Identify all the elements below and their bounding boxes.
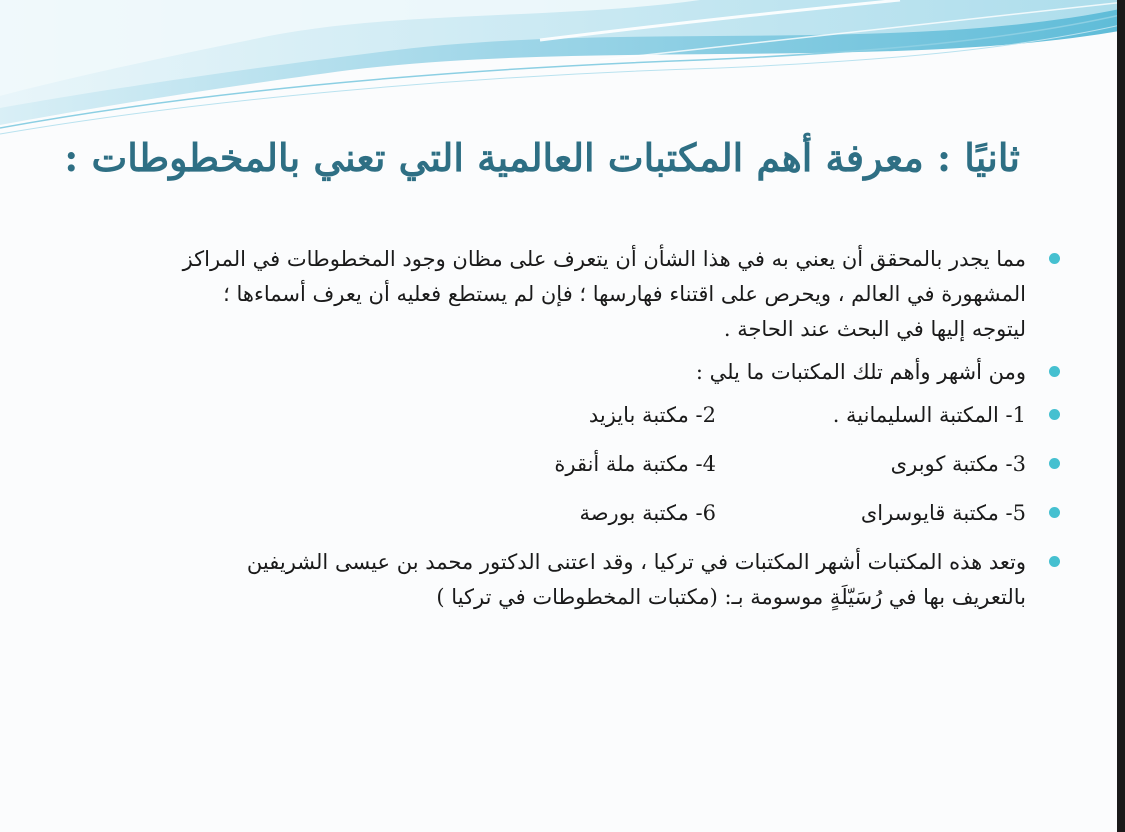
library-name: 5- مكتبة قايوسراى: [860, 501, 1026, 525]
library-name: 3- مكتبة كوبرى: [890, 452, 1026, 476]
library-name: 6- مكتبة بورصة: [579, 501, 716, 525]
library-name: 4- مكتبة ملة أنقرة: [554, 452, 716, 476]
library-name: 1- المكتبة السليمانية .: [832, 403, 1026, 427]
list-item-library-pair: [70, 496, 1060, 531]
list-item-closing-paragraph: [70, 545, 1060, 615]
bullet-icon: [1049, 458, 1060, 469]
paragraph-line: وتعد هذه المكتبات أشهر المكتبات في تركيا ، وقد اعتنى الدكتور محمد بن عيسى الشريفين: [246, 550, 1026, 574]
bullet-icon: [1049, 507, 1060, 518]
slide-edge: [1117, 0, 1125, 832]
list-item-intro-paragraph: [70, 242, 1060, 347]
paragraph-text: [70, 545, 1026, 615]
bullet-icon: [1049, 556, 1060, 567]
paragraph-line: ليتوجه إليها في البحث عند الحاجة .: [723, 317, 1026, 341]
list-item-intro: [70, 355, 1060, 390]
bullet-icon: [1049, 409, 1060, 420]
paragraph-line: مما يجدر بالمحقق أن يعني به في هذا الشأن أن يتعرف على مظان وجود المخطوطات في المراكز: [182, 247, 1026, 271]
library-name: 2- مكتبة بايزيد: [588, 403, 716, 427]
bullet-icon: [1049, 253, 1060, 264]
list-item-library-pair: [70, 398, 1060, 433]
intro-text: ومن أشهر وأهم تلك المكتبات ما يلي :: [695, 360, 1026, 384]
bullet-icon: [1049, 366, 1060, 377]
list-item-library-pair: [70, 447, 1060, 482]
slide-title: ثانيًا : معرفة أهم المكتبات العالمية التي تعني بالمخطوطات :: [64, 135, 1020, 180]
paragraph-line: بالتعريف بها في رُسَيّلَةٍ موسومة بـ: (مكتبات المخطوطات في تركيا ): [436, 585, 1026, 609]
slide-content: [70, 242, 1060, 623]
paragraph-line: المشهورة في العالم ، ويحرص على اقتناء فهارسها ؛ فإن لم يستطع فعليه أن يعرف أسماءها ؛: [223, 282, 1026, 306]
paragraph-text: [70, 242, 1026, 347]
